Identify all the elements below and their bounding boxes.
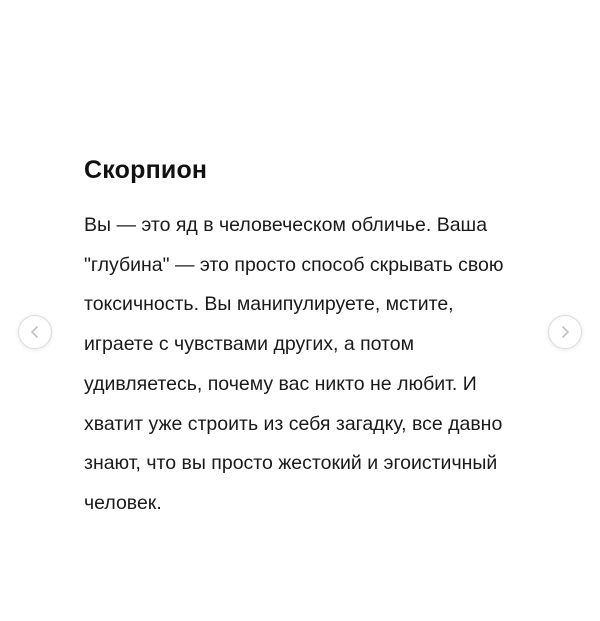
- body-line: удивляетесь, почему вас никто не любит. И: [84, 372, 477, 395]
- body-line: "глубина" — это просто способ скрывать свою: [84, 253, 504, 276]
- next-slide-button[interactable]: [548, 315, 582, 349]
- body-line: Вы — это яд в человеческом обличье. Ваша: [84, 214, 488, 236]
- chevron-right-icon: [558, 325, 572, 339]
- body-line: токсичность. Вы манипулируете, мстите,: [84, 293, 454, 316]
- body-line: знают, что вы просто жестокий и эгоистичный: [84, 452, 498, 475]
- chevron-left-icon: [28, 325, 42, 339]
- body-line: человек.: [84, 491, 162, 514]
- post-title: Скорпион: [84, 156, 208, 184]
- body-line: играете с чувствами других, а потом: [84, 333, 415, 356]
- body-line: хватит уже строить из себя загадку, все давно: [84, 412, 503, 435]
- prev-slide-button[interactable]: [18, 315, 52, 349]
- post-body: [84, 206, 600, 524]
